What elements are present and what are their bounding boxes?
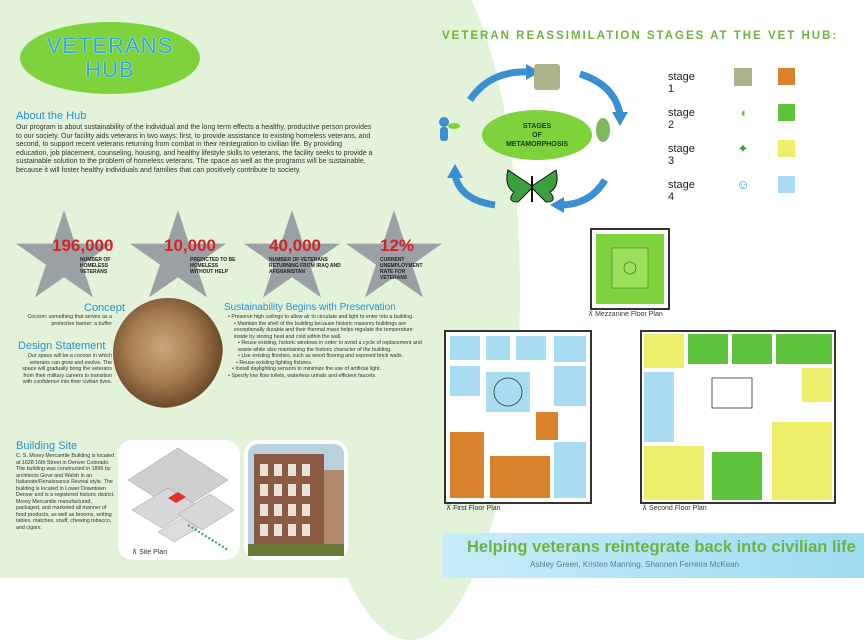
stat-caption-1: NUMBER OF HOMELESS VETERANS: [80, 257, 111, 275]
person-icon: ☺: [736, 177, 750, 192]
cocoon-photo: [113, 298, 223, 408]
north-arrow-icon: ⊼: [446, 505, 452, 512]
sustainability-item: • Use existing finishes, such as wood flooring and exposed brick walls.: [238, 353, 403, 359]
building-site-body: C. S. Morey Mercantile Building is located at 1628 16th Street in Denver Colorado. The building was constructed in 1896 by architects Gove and Walsh in an Italianate/Renaissance Revival style. The building is located in Lower Downtown Denver and is a registered historic district. Morey Mercantile manufactured, packaged, and marketed all manner of food products, as well as brooms, writing tables, matches, snuff, chewing tobacco, and cigars.: [16, 453, 115, 531]
first-floor-caption: ⊼ First Floor Plan: [446, 505, 501, 512]
caterpillar-image: [534, 64, 560, 90]
second-floor-plan: [640, 330, 836, 504]
authors: Ashley Green, Kristen Manning, Shannen Ferreira McKean: [530, 560, 739, 569]
site-plan-caption: ⊼ Site Plan: [132, 549, 168, 556]
caterpillar-icon: [734, 68, 752, 86]
second-floor-caption: ⊼ Second Floor Plan: [642, 505, 707, 512]
building-photo-card: [244, 440, 348, 560]
north-arrow-icon: ⊼: [588, 311, 594, 318]
title-line1: VETERANS: [46, 33, 174, 58]
sustainability-item: • Reuse existing, historic windows in order to avoid a cycle of replacement and waste while also maintaining the historic character of the building.: [238, 340, 422, 353]
building-site-heading: Building Site: [16, 440, 78, 452]
about-heading: About the Hub: [16, 110, 87, 122]
sustainability-item: • Specify low flow toilets, waterless urinals and efficient faucets.: [228, 372, 377, 379]
stat-value-1: 196,000: [52, 236, 114, 255]
sustainability-heading: Sustainability Begins with Preservation: [224, 302, 396, 313]
about-body: Our program is about sustainability of the individual and the long term effects a healthy, productive person provides to our society. Our facility aids veterans in two ways: first, to provide assistance to existing homeless veterans, and second, to support recent veterans returning from combat in their reintegration to civilian life. By providing education, job placement, counseling, housing, and healthy lifestyle skills to veterans, the facility seeks to provide a sustainable solution to the problem of homeless veterans. The space as well as the programs will be sustainable, because it will foster healthy individuals and families that can positively contribute to society.: [16, 124, 373, 174]
mezzanine-caption: ⊼ Mezzanine Floor Plan: [588, 311, 663, 318]
sustainability-list: [228, 314, 424, 379]
stage-4-swatch: [778, 176, 795, 193]
tagline: Helping veterans reintegrate back into civilian life: [467, 538, 856, 556]
sustainability-item: • Preserve high ceilings to allow air to circulate and light to enter into a building.: [228, 314, 414, 320]
design-heading: Design Statement: [18, 340, 106, 352]
title-line2: HUB: [85, 57, 135, 82]
stat-caption-4: CURRENT UNEMPLOYMENT RATE FOR VETERANS: [380, 257, 423, 281]
stat-value-4: 12%: [380, 236, 415, 255]
site-plan-map: [118, 440, 240, 560]
figure-icon: [436, 116, 460, 142]
site-plan-card: [118, 440, 240, 560]
stages-header: VETERAN REASSIMILATION STAGES AT THE VET HUB:: [442, 30, 839, 42]
butterfly-icon: ✦: [737, 141, 749, 156]
stage-2-swatch: [778, 104, 795, 121]
stage-3-swatch: [778, 140, 795, 157]
mezzanine-floor-plan: [590, 228, 670, 310]
butterfly-image: [504, 166, 560, 206]
metamorphosis-label: STAGES OF METAMORPHOSIS: [482, 110, 592, 160]
sustainability-item: • Install daylighting sensors to minimize the use of artificial light.: [232, 366, 382, 372]
north-arrow-icon: ⊼: [642, 505, 648, 512]
stat-value-2: 10,000: [164, 236, 216, 255]
chrysalis-icon: ◖: [739, 105, 747, 120]
design-body: Our space will be a cocoon in which veterans can grow and evolve. The space will gradually bring the veterans from their military careers to transition with confidence into their civilian lives.: [22, 353, 112, 385]
chrysalis-image: [596, 118, 610, 142]
first-floor-plan: [444, 330, 592, 504]
stat-caption-2: PREDICTED TO BE HOMELESS WITHOUT HELP: [190, 257, 236, 275]
stage-1-swatch: [778, 68, 795, 85]
sustainability-item: • Maintain the shell of the building because historic masonry buildings are exceptionally durable and their thermal mass helps regulate the temperature inside by storing heat and cold within the wall.: [234, 320, 413, 340]
concept-heading: Concept: [84, 302, 125, 314]
building-photo: [244, 440, 348, 560]
stat-caption-3: NUMBER OF VETERANS RETURNING FROM IRAQ AND AFGHANISTAN: [269, 257, 341, 275]
concept-body: Cocoon: something that serves as a protective barrier; a buffer: [27, 314, 112, 327]
stat-value-3: 40,000: [269, 236, 321, 255]
sustainability-item: • Reuse existing lighting fixtures.: [236, 359, 313, 366]
north-arrow-icon: ⊼: [132, 549, 138, 556]
title-badge: [20, 22, 200, 94]
